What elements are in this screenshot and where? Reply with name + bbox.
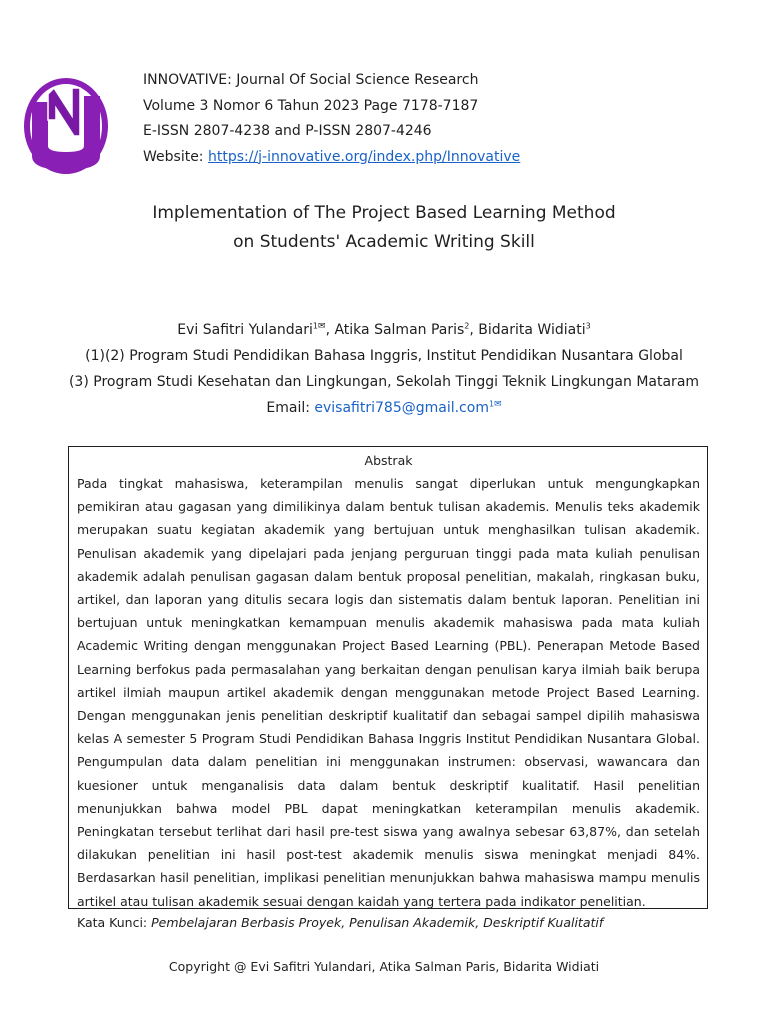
email-label: Email: xyxy=(266,400,315,416)
website-label: Website: xyxy=(143,148,208,165)
journal-logo-svg xyxy=(22,74,110,174)
journal-volume: Volume 3 Nomor 6 Tahun 2023 Page 7178-7187 xyxy=(143,97,479,114)
abstract-body: Pada tingkat mahasiswa, keterampilan menulis sangat diperlukan untuk mengungkapkan pemikiran atau gagasan yang dimilikinya dalam bentuk tulisan akademis. Menulis teks akademik merupakan suatu kegiatan akademik yang bertujuan untuk menghasilkan tulisan akademik. Penulisan akademik yang dipelajari pada jenjang perguruan tinggi pada mata kuliah penulisan akademik adalah penulisan gagasan dalam bentuk proposal penelitian, makalah, ringkasan buku, artikel, dan laporan yang ditulis secara logis dan sistematis dalam bentuk laporan. Penelitian ini bertujuan untuk meningkatkan kemampuan menulis akademik mahasiswa pada mata kuliah Academic Writing dengan menggunakan Project Based Learning (PBL). Penerapan Metode Based Learning berfokus pada permasalahan yang berkaitan dengan penulisan karya ilmiah baik berupa artikel ilmiah maupun artikel akademik dengan menggunakan metode Project Based Learning. Dengan menggunakan jenis penelitian deskriptif kualitatif dan sebagai sampel dipilih mahasiswa kelas A semester 5 Program Studi Pendidikan Bahasa Inggris Institut Pendidikan Nusantara Global. Pengumpulan data dalam penelitian ini menggunakan instrumen: observasi, wawancara dan kuesioner untuk menganalisis data dalam bentuk deskriptif kualitatif. Hasil penelitian menunjukkan bahwa model PBL dapat meningkatkan keterampilan menulis akademik. Peningkatan tersebut terlihat dari hasil pre-test siswa yang awalnya sebesar 63,87%, dan setelah dilakukan penelitian ini hasil post-test akademik menulis siswa meningkat menjadi 84%. Berdasarkan hasil penelitian, implikasi penelitian menunjukkan bahwa mahasiswa mampu menulis artikel atau tulisan akademik sesuai dengan kaidah yang tertera pada indikator penelitian. xyxy=(77,476,700,909)
journal-website xyxy=(143,145,520,171)
authors-block xyxy=(0,317,768,421)
author-3: Bidarita Widiati xyxy=(478,322,586,338)
website-link[interactable]: https://j-innovative.org/index.php/Innovative xyxy=(207,148,521,165)
abstract-heading: Abstrak xyxy=(364,453,413,468)
author-sep-1: , xyxy=(325,322,335,338)
journal-logo-icon xyxy=(22,74,110,174)
email-link[interactable]: evisafitri785@gmail.com xyxy=(314,400,489,416)
email-sup: 1 xyxy=(488,399,495,409)
author-2-sup: 2 xyxy=(464,321,470,331)
author-3-sup: 3 xyxy=(585,321,591,331)
paper-title-line2: on Students' Academic Writing Skill xyxy=(233,232,535,252)
author-2: Atika Salman Paris xyxy=(334,322,465,338)
author-sep-2: , xyxy=(469,322,479,338)
paper-title xyxy=(0,199,768,257)
keywords-line xyxy=(77,913,700,933)
journal-header xyxy=(143,68,520,170)
paper-title-line1: Implementation of The Project Based Learning Method xyxy=(152,203,616,223)
envelope-icon[interactable]: ✉ xyxy=(318,321,326,332)
journal-name: INNOVATIVE: Journal Of Social Science Research xyxy=(143,72,479,88)
email-line xyxy=(0,395,768,421)
envelope-icon[interactable]: ✉ xyxy=(494,399,502,410)
author-1: Evi Safitri Yulandari xyxy=(177,322,313,338)
keywords-label: Kata Kunci: xyxy=(77,914,152,930)
logo-n-shape xyxy=(48,88,80,136)
affiliation-2: (3) Program Studi Kesehatan dan Lingkungan, Sekolah Tinggi Teknik Lingkungan Mataram xyxy=(68,374,700,390)
copyright-footer: Copyright @ Evi Safitri Yulandari, Atika Salman Paris, Bidarita Widiati xyxy=(168,959,600,974)
affiliation-1: (1)(2) Program Studi Pendidikan Bahasa Inggris, Institut Pendidikan Nusantara Global xyxy=(85,348,683,364)
abstract-box xyxy=(68,446,708,930)
keywords-text: Pembelajaran Berbasis Proyek, Penulisan Akademik, Deskriptif Kualitatif xyxy=(151,914,604,930)
author-1-sup: 1 xyxy=(312,321,319,331)
journal-issn: E-ISSN 2807-4238 and P-ISSN 2807-4246 xyxy=(143,123,432,139)
author-line xyxy=(0,317,768,343)
